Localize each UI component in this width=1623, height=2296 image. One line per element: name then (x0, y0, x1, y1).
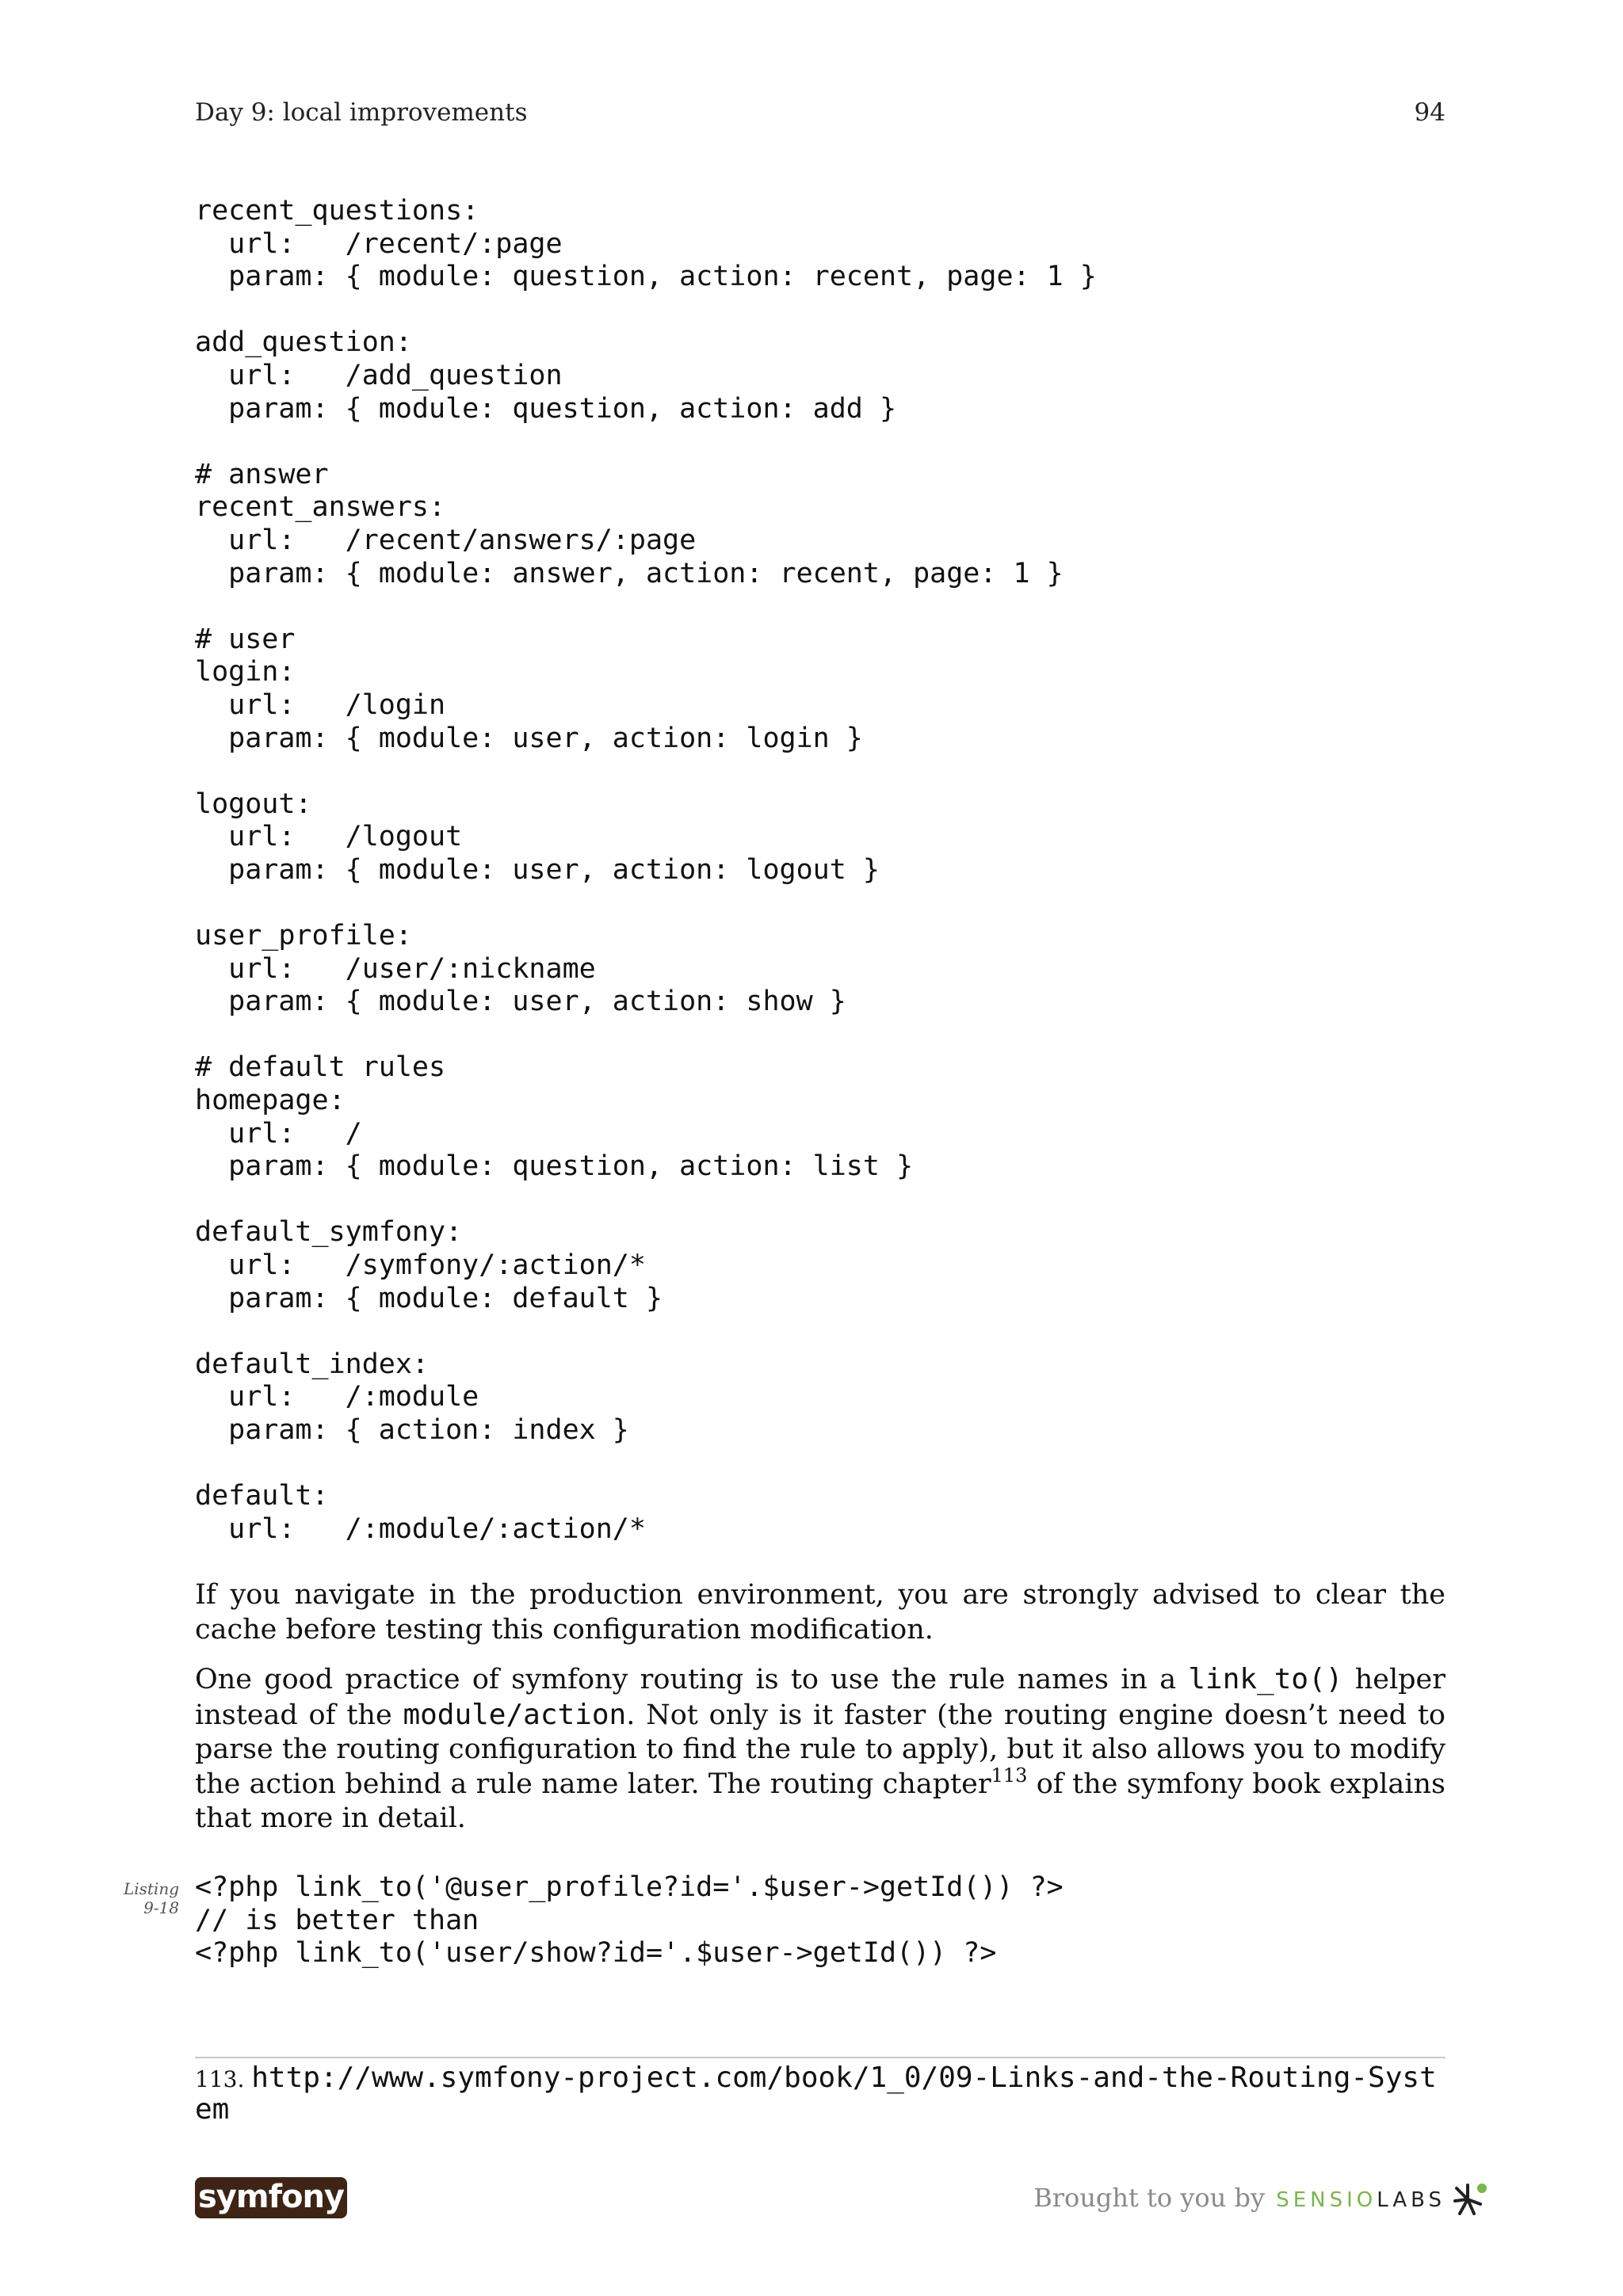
listing-label-number: 9-18 (143, 1898, 179, 1917)
brand-part-sensio: SENSIO (1276, 2188, 1377, 2212)
footnote-reference[interactable]: 113 (991, 1764, 1028, 1787)
sensiolabs-logo (1276, 2188, 1445, 2212)
listing-label (119, 1879, 179, 1917)
page-header (195, 98, 1445, 133)
inline-code-link-to: link_to() (1188, 1663, 1343, 1695)
paragraph-text: of the symfony book explains that more in detail. (195, 1768, 1445, 1834)
paragraph-text: . Not only is it faster (the routing engine doesn’t need to parse the routing configuration to find the rule to apply), but it also allows you to modify the action behind a rule name later. The routing chapter (195, 1699, 1445, 1800)
paragraph-text: One good practice of symfony routing is to use the rule names in a (195, 1664, 1189, 1695)
footnote (195, 2063, 1445, 2126)
brought-by-text: Brought to you by (1033, 2183, 1266, 2213)
brand-part-labs: LABS (1377, 2188, 1445, 2212)
listing-code: <?php link_to('@user_profile?id='.$user->getId()) ?> // is better than <?php link_to('user/show?id='.$user->getId()) ?> (195, 1871, 1064, 1970)
symfony-logo: symfony (195, 2177, 347, 2218)
paragraph-routing-practice (195, 1662, 1445, 1836)
page-number: 94 (1414, 98, 1445, 127)
footnote-divider (195, 2057, 1445, 2058)
footer-credit (1033, 2177, 1445, 2218)
paragraph-text: helper instead of the (195, 1664, 1445, 1731)
listing-label-word: Listing (123, 1879, 179, 1898)
chapter-title: Day 9: local improvements (195, 98, 528, 127)
sensiolabs-mark-icon (1450, 2180, 1488, 2218)
footnote-url[interactable]: http://www.symfony-project.com/book/1_0/09-Links-and-the-Routing-System (195, 2061, 1437, 2126)
footnote-number: 113. (195, 2066, 245, 2092)
paragraph-cache-advice: If you navigate in the production environment, you are strongly advised to clear the cache before testing this configuration modification. (195, 1579, 1445, 1646)
routing-config-code: recent_questions: url: /recent/:page param: { module: question, action: recent, page: 1 } add_question: url: /add_question param: { module: question, action: add } # answer recent_answers: url: /recent/answers/:page param: { module: answer, action: recent, page: 1 } # user login: url: /login param: { module: user, action: login } logout: url: /logout param: { module: user, action: logout } user_profile: url: /user/:nickname param: { module: user, action: show } # default rules homepage: url: / param: { module: question, action: list } default_symfony: url: /symfony/:action/* param: { module: default } default_index: url: /:module param: { action: index } default: url: /:module/:action/* (195, 195, 1097, 1545)
inline-code-module-action: module/action (403, 1698, 627, 1731)
